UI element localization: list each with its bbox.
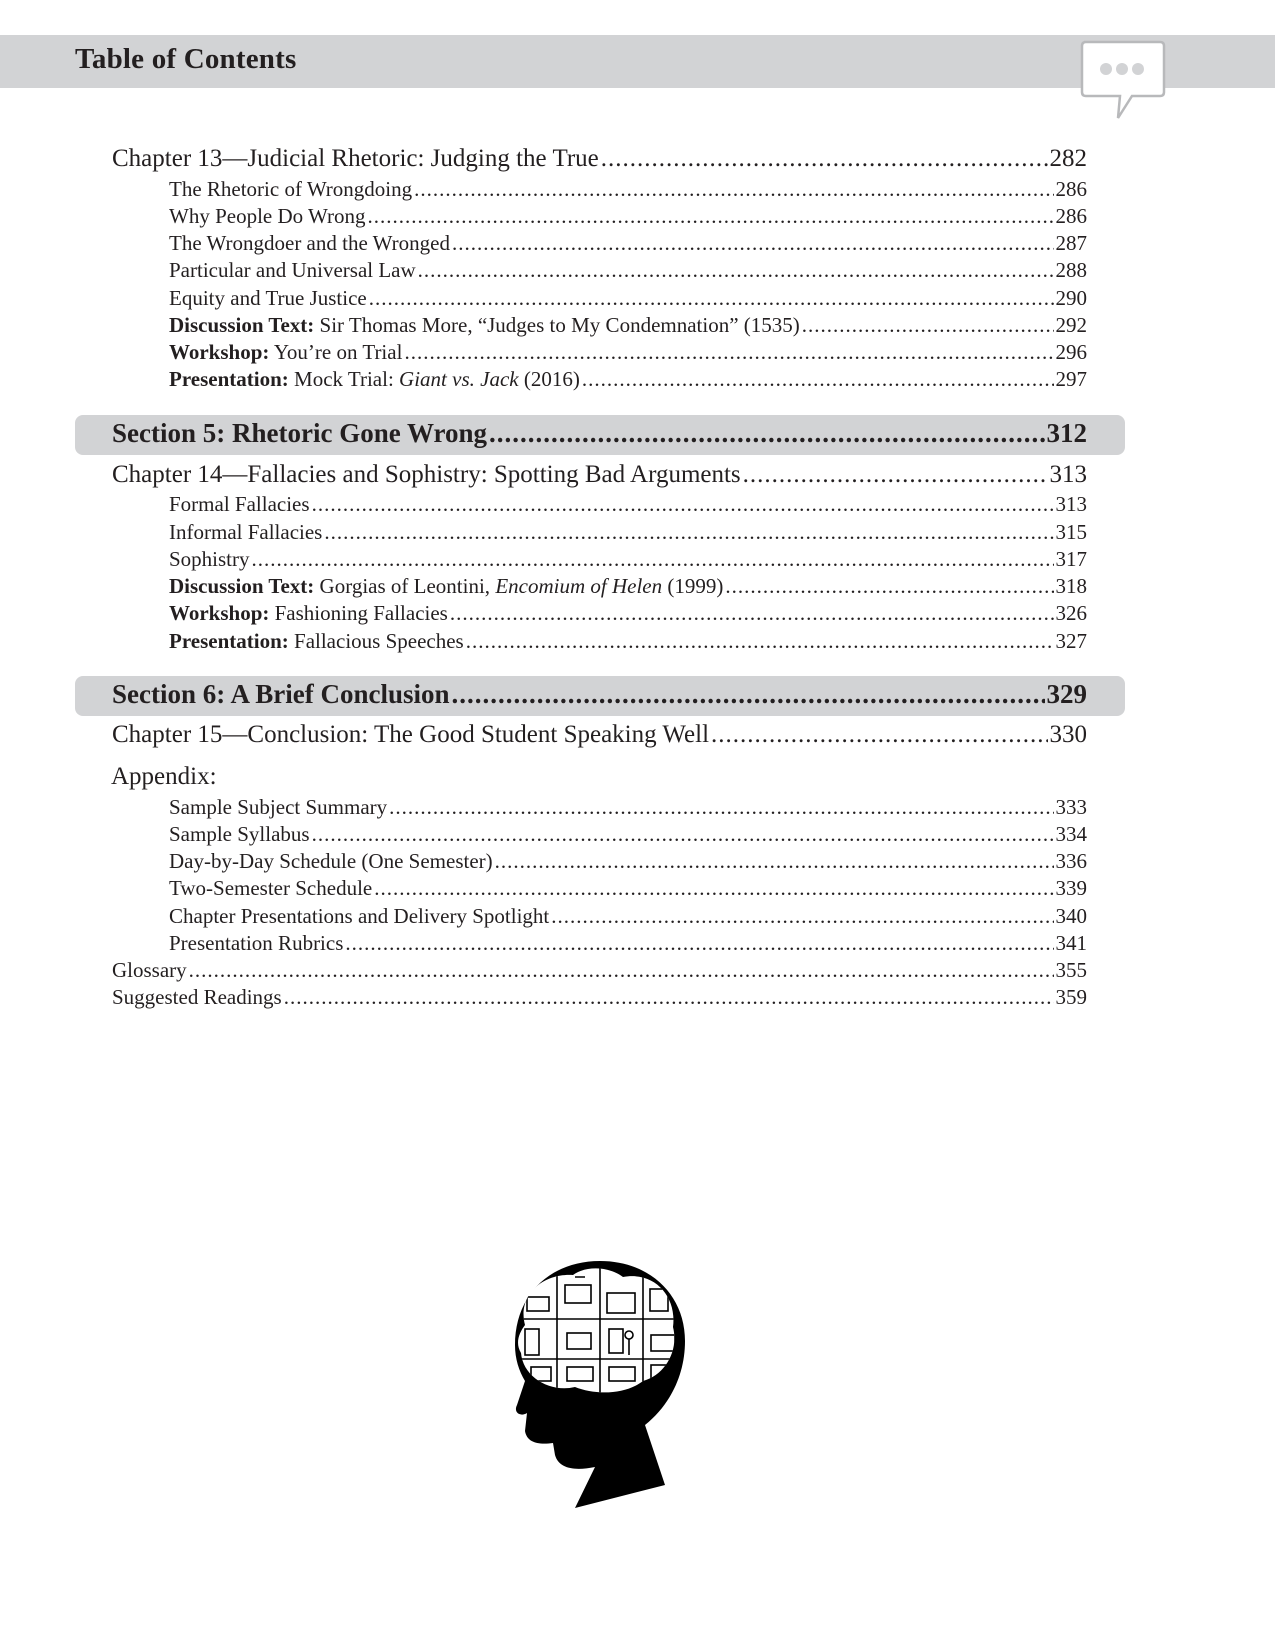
item-text: (2016) (523, 367, 580, 391)
page-number: 290 (1055, 286, 1087, 310)
toc-section-6[interactable] (112, 679, 1087, 710)
page-number: 317 (1055, 547, 1087, 571)
toc-item[interactable] (169, 849, 1087, 874)
item-label: The Rhetoric of Wrongdoing (169, 177, 413, 201)
dot-leader (374, 876, 1053, 901)
page-number: 312 (1046, 418, 1087, 448)
page-number: 286 (1055, 177, 1087, 201)
item-label: Glossary (112, 958, 187, 982)
toc-item[interactable] (169, 258, 1087, 283)
dot-leader (389, 795, 1053, 820)
item-text: Fallacious Speeches (294, 629, 464, 653)
toc-item[interactable] (169, 904, 1087, 929)
toc-item[interactable] (169, 795, 1087, 820)
dot-leader (466, 629, 1054, 654)
dot-leader (284, 985, 1054, 1010)
item-text: Gorgias of Leontini, (319, 574, 491, 598)
page-number: 341 (1055, 931, 1087, 955)
page-number: 282 (1049, 145, 1087, 172)
page-number: 339 (1055, 876, 1087, 900)
page-number: 329 (1046, 679, 1087, 709)
toc-suggested-readings[interactable] (112, 985, 1087, 1010)
toc-workshop[interactable] (169, 601, 1087, 626)
toc-item[interactable] (169, 547, 1087, 572)
page-number: 313 (1055, 492, 1087, 516)
page-number: 297 (1055, 367, 1087, 391)
item-text: Mock Trial: (294, 367, 394, 391)
item-label (169, 601, 448, 626)
dot-leader (450, 601, 1054, 626)
item-label: Two-Semester Schedule (169, 876, 373, 900)
page-number: 340 (1055, 904, 1087, 928)
toc-presentation[interactable] (169, 629, 1087, 654)
item-text: (1999) (667, 574, 724, 598)
item-label (169, 574, 723, 599)
item-text: You’re on Trial (273, 340, 403, 364)
toc-item[interactable] (169, 822, 1087, 847)
chapter-title: Chapter 13—Judicial Rhetoric: Judging the True (112, 145, 599, 172)
page-number: 292 (1055, 313, 1087, 337)
item-label: Sophistry (169, 547, 250, 571)
page-number: 327 (1055, 629, 1087, 653)
toc-chapter-13[interactable] (112, 145, 1087, 173)
dot-leader (312, 822, 1054, 847)
page-number: 288 (1055, 258, 1087, 282)
dot-leader (743, 461, 1048, 489)
item-label (169, 340, 402, 365)
section-title: Section 5: Rhetoric Gone Wrong (112, 418, 487, 448)
dot-leader (368, 204, 1054, 229)
dot-leader (345, 931, 1053, 956)
page-number: 355 (1055, 958, 1087, 982)
toc-item[interactable] (169, 286, 1087, 311)
dot-leader (414, 177, 1053, 202)
item-prefix: Presentation: (169, 629, 289, 653)
appendix-label: Appendix: (111, 763, 217, 790)
dot-leader (189, 958, 1054, 983)
toc-item[interactable] (169, 520, 1087, 545)
toc-chapter-15[interactable] (112, 721, 1087, 749)
toc-presentation[interactable] (169, 367, 1087, 392)
section-title: Section 6: A Brief Conclusion (112, 679, 450, 709)
item-label: Suggested Readings (112, 985, 282, 1009)
page-number: 334 (1055, 822, 1087, 846)
speech-bubble-icon (1080, 40, 1166, 124)
page-number: 318 (1055, 574, 1087, 598)
page-number: 286 (1055, 204, 1087, 228)
dot-leader (495, 849, 1054, 874)
dot-leader (324, 520, 1053, 545)
page-number: 359 (1055, 985, 1087, 1009)
dot-leader (252, 547, 1054, 572)
dot-leader (418, 258, 1054, 283)
toc-discussion-text[interactable] (169, 574, 1087, 599)
item-prefix: Discussion Text: (169, 574, 315, 598)
toc-item[interactable] (169, 204, 1087, 229)
item-label: Why People Do Wrong (169, 204, 366, 228)
item-prefix: Presentation: (169, 367, 289, 391)
item-prefix: Workshop: (169, 340, 270, 364)
item-label: The Wrongdoer and the Wronged (169, 231, 450, 255)
item-prefix: Discussion Text: (169, 313, 315, 337)
page-title: Table of Contents (75, 43, 297, 75)
item-italic-title: Giant vs. Jack (399, 367, 519, 391)
item-label (169, 367, 580, 392)
page-number: 336 (1055, 849, 1087, 873)
item-label: Informal Fallacies (169, 520, 323, 544)
toc-item[interactable] (169, 876, 1087, 901)
dot-leader (725, 574, 1053, 599)
item-prefix: Workshop: (169, 601, 270, 625)
dot-leader (312, 492, 1054, 517)
item-label: Equity and True Justice (169, 286, 367, 310)
item-label (169, 629, 464, 654)
page-number: 287 (1055, 231, 1087, 255)
toc-discussion-text[interactable] (169, 313, 1087, 338)
page-number: 330 (1049, 721, 1087, 748)
item-label: Chapter Presentations and Delivery Spotlight (169, 904, 550, 928)
dot-leader (452, 679, 1045, 710)
page-number: 315 (1055, 520, 1087, 544)
dot-leader (551, 904, 1053, 929)
chapter-title: Chapter 15—Conclusion: The Good Student Speaking Well (112, 721, 710, 748)
item-text: Fashioning Fallacies (274, 601, 448, 625)
page-number: 296 (1055, 340, 1087, 364)
toc-workshop[interactable] (169, 340, 1087, 365)
item-label: Sample Syllabus (169, 822, 310, 846)
toc-item[interactable] (169, 492, 1087, 517)
item-text: Sir Thomas More, “Judges to My Condemnation” (1535) (319, 313, 800, 337)
page-number: 333 (1055, 795, 1087, 819)
item-label: Sample Subject Summary (169, 795, 388, 819)
dot-leader (802, 313, 1054, 338)
dot-leader (369, 286, 1054, 311)
dot-leader (582, 367, 1054, 392)
item-label: Particular and Universal Law (169, 258, 416, 282)
item-label: Presentation Rubrics (169, 931, 344, 955)
item-label: Day-by-Day Schedule (One Semester) (169, 849, 493, 873)
dot-leader (601, 145, 1048, 173)
item-label (169, 313, 800, 338)
dot-leader (711, 721, 1047, 749)
dot-leader (489, 418, 1045, 449)
toc-chapter-14[interactable] (112, 461, 1087, 489)
toc-section-5[interactable] (112, 418, 1087, 449)
item-italic-title: Encomium of Helen (495, 574, 663, 598)
chapter-title: Chapter 14—Fallacies and Sophistry: Spotting Bad Arguments (112, 461, 741, 488)
page-number: 326 (1055, 601, 1087, 625)
dot-leader (404, 340, 1053, 365)
page-number: 313 (1049, 461, 1087, 488)
toc-glossary[interactable] (112, 958, 1087, 983)
toc-item[interactable] (169, 177, 1087, 202)
toc-item[interactable] (169, 231, 1087, 256)
item-label: Formal Fallacies (169, 492, 310, 516)
head-with-rooms-icon (495, 1255, 705, 1508)
toc-item[interactable] (169, 931, 1087, 956)
dot-leader (452, 231, 1054, 256)
